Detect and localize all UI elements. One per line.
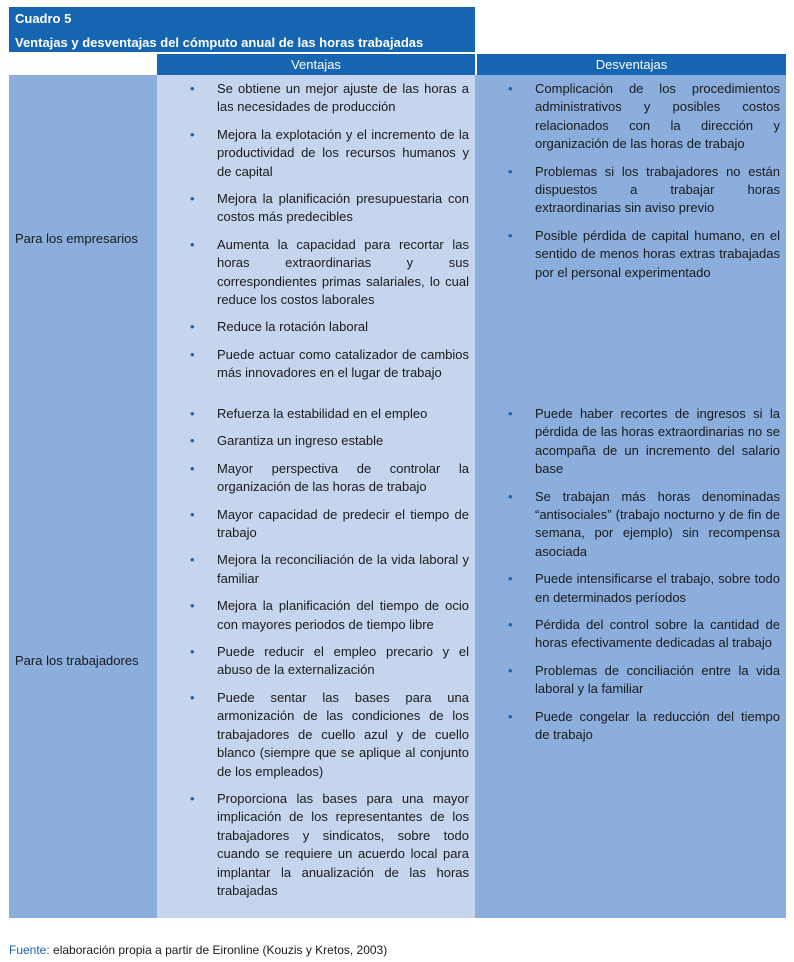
list-item: • Mejora la planificación presupuestaria con costos más predecibles <box>157 190 475 227</box>
list-item: • Se trabajan más horas denominadas “antisociales” (trabajo nocturno y de fin de semana, por ejemplo) sin recompensa asociada <box>475 488 786 562</box>
list-item: • Mejora la planificación del tiempo de ocio con mayores periodos de tiempo libre <box>157 597 475 634</box>
list-desventajas-empresarios <box>475 80 786 282</box>
row-label-trabajadores: Para los trabajadores <box>15 653 139 668</box>
table-number: Cuadro 5 <box>15 11 72 26</box>
list-item: • Mejora la explotación y el incremento de la productividad de los recursos humanos y de capital <box>157 126 475 181</box>
list-item: • Garantiza un ingreso estable <box>157 432 475 450</box>
list-item: • Puede actuar como catalizador de cambios más innovadores en el lugar de trabajo <box>157 346 475 383</box>
list-ventajas-empresarios <box>157 80 475 383</box>
list-item: • Aumenta la capacidad para recortar las horas extraordinarias y sus correspondientes primas salariales, lo cual reduce los costos laborales <box>157 236 475 310</box>
header-desventajas: Desventajas <box>477 54 786 75</box>
list-item: • Complicación de los procedimientos administrativos y posibles costos relacionados con la dirección y organización de las horas de trabajo <box>475 80 786 154</box>
source-note <box>9 943 387 957</box>
table-title-box <box>9 7 475 52</box>
list-item: • Posible pérdida de capital humano, en el sentido de menos horas extras trabajadas por el personal experimentado <box>475 227 786 282</box>
table-caption: Ventajas y desventajas del cómputo anual de las horas trabajadas <box>15 35 424 50</box>
list-item: • Mayor perspectiva de controlar la organización de las horas de trabajo <box>157 460 475 497</box>
list-desventajas-trabajadores <box>475 405 786 745</box>
row-label-empresarios: Para los empresarios <box>15 231 138 246</box>
list-item: • Puede intensificarse el trabajo, sobre todo en determinados períodos <box>475 570 786 607</box>
list-ventajas-trabajadores <box>157 405 475 900</box>
list-item: • Puede congelar la reducción del tiempo de trabajo <box>475 708 786 745</box>
list-item: • Proporciona las bases para una mayor implicación de los representantes de los trabajadores y sindicatos, sobre todo cuando se requiere un acuerdo local para implantar la anualización de las horas trabajadas <box>157 790 475 900</box>
list-item: • Se obtiene un mejor ajuste de las horas a las necesidades de producción <box>157 80 475 117</box>
row-label-column <box>9 75 157 918</box>
source-text: elaboración propia a partir de Eironline (Kouzis y Kretos, 2003) <box>49 943 388 957</box>
list-item: • Mejora la reconciliación de la vida laboral y familiar <box>157 551 475 588</box>
list-item: • Pérdida del control sobre la cantidad de horas efectivamente dedicadas al trabajo <box>475 616 786 653</box>
list-item: • Puede haber recortes de ingresos si la pérdida de las horas extraordinarias no se acompaña de un incremento del salario base <box>475 405 786 479</box>
advantages-table <box>9 52 786 918</box>
list-item: • Puede sentar las bases para una armonización de las condiciones de los trabajadores de cuello azul y de cuello blanco (siempre que se aplique al conjunto de los empleados) <box>157 689 475 781</box>
list-item: • Reduce la rotación laboral <box>157 318 475 336</box>
list-item: • Puede reducir el empleo precario y el abuso de la externalización <box>157 643 475 680</box>
list-item: • Mayor capacidad de predecir el tiempo de trabajo <box>157 506 475 543</box>
list-item: • Refuerza la estabilidad en el empleo <box>157 405 475 423</box>
list-item: • Problemas si los trabajadores no están dispuestos a trabajar horas extraordinarias sin aviso previo <box>475 163 786 218</box>
source-label: Fuente: <box>9 943 50 957</box>
list-item: • Problemas de conciliación entre la vida laboral y la familiar <box>475 662 786 699</box>
header-ventajas: Ventajas <box>157 54 475 75</box>
